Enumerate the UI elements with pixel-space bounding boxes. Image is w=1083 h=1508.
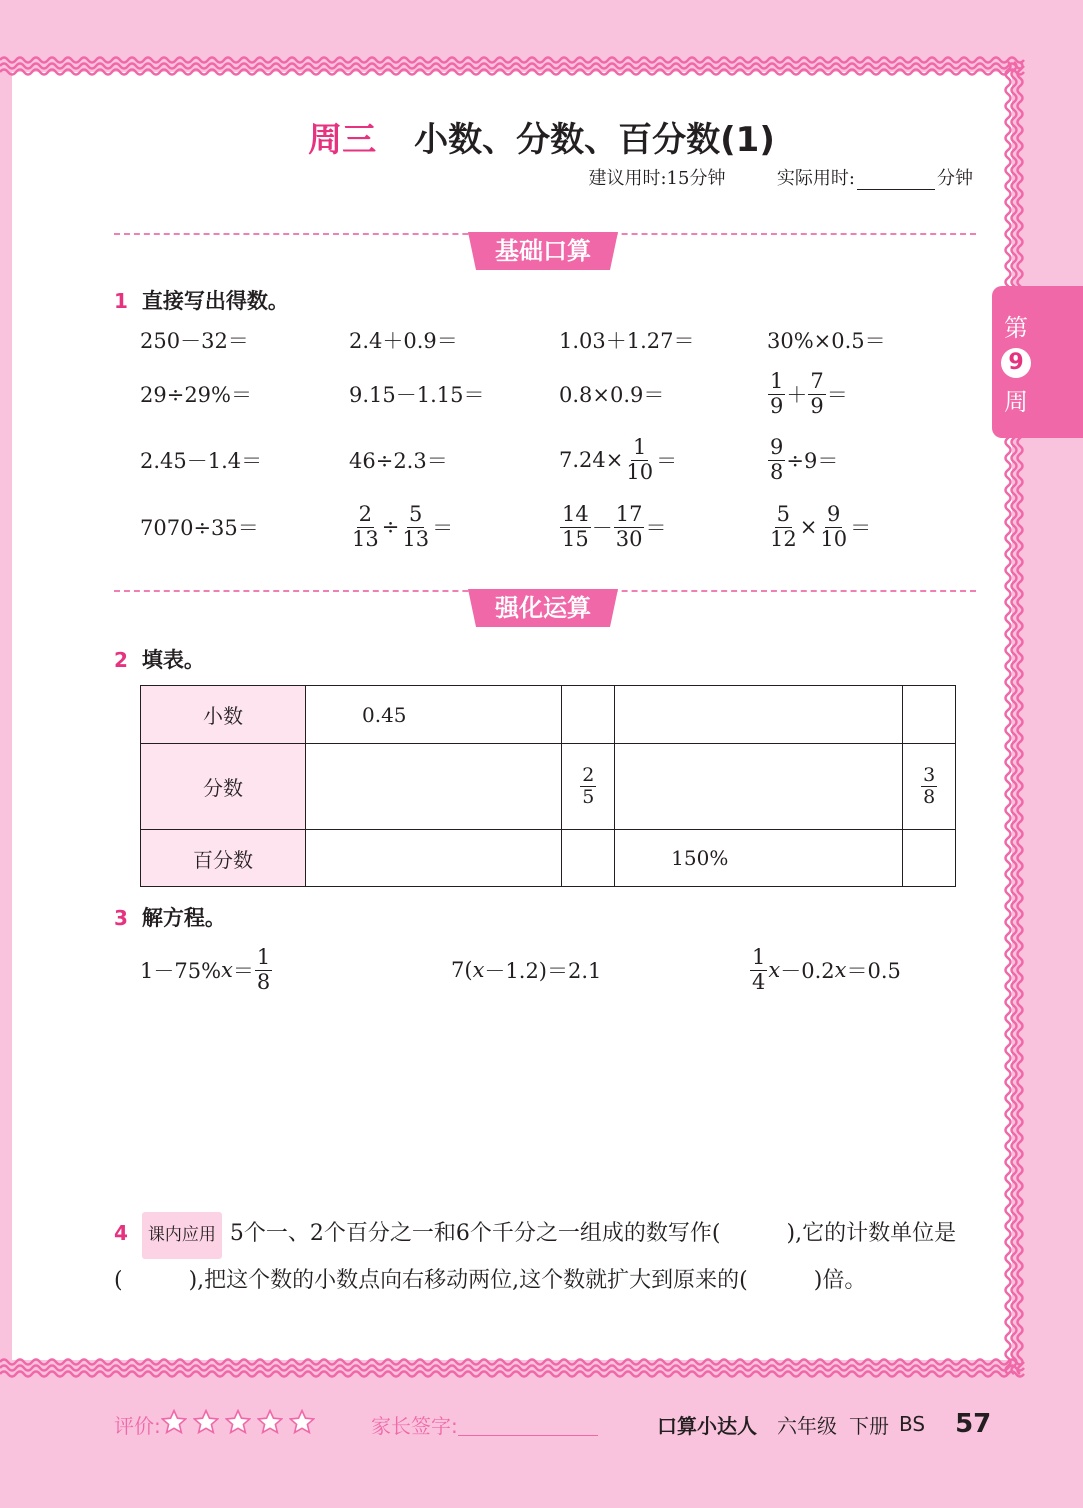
numerator: 7 bbox=[810, 369, 824, 394]
denominator: 9 bbox=[810, 393, 824, 418]
numerator: 1 bbox=[752, 945, 766, 970]
time-row bbox=[588, 164, 973, 190]
denominator: 8 bbox=[923, 786, 936, 808]
denominator: 15 bbox=[562, 526, 589, 551]
q1-expr-d4 bbox=[767, 497, 871, 557]
book-grade: 六年级 bbox=[777, 1413, 837, 1438]
wave-line bbox=[0, 1372, 1024, 1377]
book-title: 口算小达人 bbox=[657, 1413, 757, 1438]
variable: x bbox=[221, 958, 233, 982]
q1-expr-b4 bbox=[767, 364, 848, 424]
wave-line bbox=[1018, 62, 1023, 1374]
title-text: 小数、分数、百分数(1) bbox=[414, 120, 775, 160]
page-title bbox=[0, 112, 1083, 161]
actual-time-blank[interactable] bbox=[857, 171, 935, 190]
q1-expr-d1: 7070÷35＝ bbox=[140, 516, 259, 540]
week-tab-top: 第 bbox=[1004, 314, 1028, 342]
equals: ＝ bbox=[850, 516, 872, 540]
q3-equation-3 bbox=[749, 940, 901, 1000]
table-cell-blank[interactable] bbox=[306, 744, 562, 830]
operator: ＋ bbox=[786, 383, 808, 407]
variable: x bbox=[834, 958, 847, 982]
rating-label: 评价: bbox=[114, 1413, 161, 1438]
denominator: 30 bbox=[615, 526, 643, 551]
table-cell bbox=[903, 744, 956, 830]
numerator: 17 bbox=[615, 502, 643, 527]
table-row bbox=[141, 830, 956, 887]
wave-line bbox=[0, 64, 1024, 69]
q1-expr-b1: 29÷29%＝ bbox=[140, 383, 252, 407]
numerator: 1 bbox=[770, 369, 784, 394]
q1-expr-d3 bbox=[559, 497, 666, 557]
table-cell: 150% bbox=[615, 830, 903, 887]
section-badge-strengthen bbox=[468, 589, 618, 629]
parent-signature-area bbox=[371, 1404, 598, 1444]
section-title-basic: 基础口算 bbox=[495, 237, 591, 265]
question-number: 2 bbox=[114, 648, 128, 672]
wave-line bbox=[0, 1360, 1024, 1365]
fraction bbox=[580, 765, 596, 808]
actual-time-label: 实际用时: bbox=[776, 168, 855, 189]
table-cell-blank[interactable] bbox=[562, 830, 615, 887]
title-day: 周三 bbox=[308, 120, 377, 160]
equals: ＝ bbox=[645, 516, 667, 540]
star-icon[interactable] bbox=[193, 1409, 219, 1435]
denominator: 13 bbox=[402, 526, 430, 551]
equation-part: ＝0.5 bbox=[846, 959, 901, 983]
book-edition: BS bbox=[899, 1412, 926, 1436]
numerator: 9 bbox=[770, 435, 784, 460]
week-tab-bottom: 周 bbox=[1004, 388, 1028, 416]
q1-expr-c4 bbox=[767, 430, 838, 490]
denominator: 8 bbox=[256, 969, 271, 994]
row-header-fraction: 分数 bbox=[141, 744, 306, 830]
question-number: 3 bbox=[114, 906, 128, 930]
star-icon[interactable] bbox=[225, 1409, 251, 1435]
in-class-tag: 课内应用 bbox=[142, 1212, 222, 1259]
suggested-time: 建议用时:15分钟 bbox=[588, 168, 726, 189]
book-info bbox=[657, 1404, 991, 1444]
fraction bbox=[818, 503, 849, 550]
wave-line bbox=[0, 58, 1024, 63]
denominator: 4 bbox=[752, 969, 766, 994]
numerator: 5 bbox=[776, 502, 791, 527]
question-text: 填表。 bbox=[141, 648, 205, 672]
equals: ＝ bbox=[232, 959, 254, 983]
page-number: 57 bbox=[955, 1409, 992, 1439]
operator: － bbox=[591, 516, 613, 540]
row-header-percent: 百分数 bbox=[141, 830, 306, 887]
question-text: 解方程。 bbox=[141, 906, 226, 930]
denominator: 12 bbox=[770, 526, 797, 551]
actual-time-unit: 分钟 bbox=[937, 168, 973, 189]
expr-suffix: ÷9＝ bbox=[786, 449, 839, 473]
table-row bbox=[141, 744, 956, 830]
section-title-strengthen: 强化运算 bbox=[495, 594, 591, 622]
numerator: 3 bbox=[923, 764, 936, 787]
fraction bbox=[750, 946, 767, 993]
week-number: 9 bbox=[1001, 348, 1031, 378]
denominator: 10 bbox=[820, 526, 848, 551]
numerator: 1 bbox=[256, 945, 271, 970]
fraction bbox=[560, 503, 591, 550]
numerator: 5 bbox=[409, 502, 423, 527]
table-cell-blank[interactable] bbox=[615, 744, 903, 830]
numerator: 2 bbox=[582, 764, 595, 787]
q1-expr-a1: 250－32＝ bbox=[140, 329, 249, 353]
equation-part: －0.2 bbox=[780, 959, 835, 983]
numerator: 2 bbox=[358, 502, 373, 527]
q1-expr-c2: 46÷2.3＝ bbox=[349, 449, 448, 473]
fraction bbox=[768, 503, 799, 550]
parent-signature-line[interactable] bbox=[458, 1413, 598, 1436]
fraction bbox=[768, 370, 785, 417]
conversion-table bbox=[140, 685, 956, 887]
question-text: 5个一、2个百分之一和6个千分之一组成的数写作( ),它的计数单位是( ),把这个数的小数点向右移动两位,这个数就扩大到原来的( )倍。 bbox=[114, 1221, 957, 1293]
parent-signature-label: 家长签字: bbox=[371, 1413, 458, 1438]
denominator: 13 bbox=[352, 526, 379, 551]
table-cell bbox=[562, 744, 615, 830]
denominator: 8 bbox=[770, 459, 784, 484]
table-cell-blank[interactable] bbox=[903, 830, 956, 887]
fraction bbox=[614, 503, 645, 550]
denominator: 9 bbox=[770, 393, 784, 418]
table-cell-blank[interactable] bbox=[615, 686, 903, 744]
table-row bbox=[141, 686, 956, 744]
q1-expr-c3 bbox=[559, 430, 677, 490]
table-cell-blank[interactable] bbox=[562, 686, 615, 744]
q1-expr-b2: 9.15－1.15＝ bbox=[349, 383, 485, 407]
fraction bbox=[350, 503, 381, 550]
fraction bbox=[921, 765, 937, 808]
q3-equation-1 bbox=[140, 940, 273, 1000]
wave-line bbox=[0, 1366, 1024, 1371]
rating-stars bbox=[161, 1409, 321, 1440]
q1-expr-c1: 2.45－1.4＝ bbox=[140, 449, 263, 473]
table-cell-blank[interactable] bbox=[903, 686, 956, 744]
wave-line bbox=[1012, 62, 1017, 1374]
fraction bbox=[768, 436, 785, 483]
operator: ÷ bbox=[381, 515, 400, 539]
numerator: 14 bbox=[562, 502, 589, 527]
table-cell: 0.45 bbox=[306, 686, 562, 744]
variable: x bbox=[768, 958, 781, 982]
week-tab bbox=[992, 286, 1083, 438]
q1-expr-d2 bbox=[349, 497, 453, 557]
variable: x bbox=[472, 958, 485, 982]
numerator: 9 bbox=[827, 502, 841, 527]
fraction bbox=[808, 370, 825, 417]
operator: × bbox=[799, 515, 818, 539]
q1-expr-a3: 1.03＋1.27＝ bbox=[559, 329, 695, 353]
question-number: 1 bbox=[114, 289, 128, 313]
fraction bbox=[255, 946, 272, 993]
equals: ＝ bbox=[656, 449, 678, 473]
star-icon[interactable] bbox=[161, 1409, 187, 1435]
fraction bbox=[624, 436, 655, 483]
q1-expr-b3: 0.8×0.9＝ bbox=[559, 383, 665, 407]
row-header-decimal: 小数 bbox=[141, 686, 306, 744]
q1-expr-a4: 30%×0.5＝ bbox=[767, 329, 886, 353]
rating-area bbox=[114, 1404, 321, 1444]
question-2-heading bbox=[114, 644, 205, 674]
equals: ＝ bbox=[826, 383, 848, 407]
star-icon[interactable] bbox=[257, 1409, 283, 1435]
table-cell-blank[interactable] bbox=[306, 830, 562, 887]
denominator: 10 bbox=[626, 459, 654, 484]
star-icon[interactable] bbox=[289, 1409, 315, 1435]
question-number: 4 bbox=[114, 1221, 128, 1245]
expr-prefix: 7.24× bbox=[559, 448, 624, 472]
section-badge-basic bbox=[468, 232, 618, 272]
fraction bbox=[400, 503, 431, 550]
q1-expr-a2: 2.4＋0.9＝ bbox=[349, 329, 458, 353]
q3-equation-2 bbox=[451, 940, 601, 1000]
book-volume: 下册 bbox=[849, 1413, 889, 1438]
question-text: 直接写出得数。 bbox=[141, 289, 289, 313]
denominator: 5 bbox=[582, 786, 595, 808]
equation-part: －1.2)＝2.1 bbox=[484, 959, 602, 983]
question-3-heading bbox=[114, 902, 226, 932]
equals: ＝ bbox=[432, 516, 454, 540]
equation-part: 1－75% bbox=[140, 959, 222, 983]
equation-part: 7( bbox=[451, 958, 473, 982]
numerator: 1 bbox=[633, 435, 647, 460]
question-4 bbox=[114, 1212, 976, 1302]
